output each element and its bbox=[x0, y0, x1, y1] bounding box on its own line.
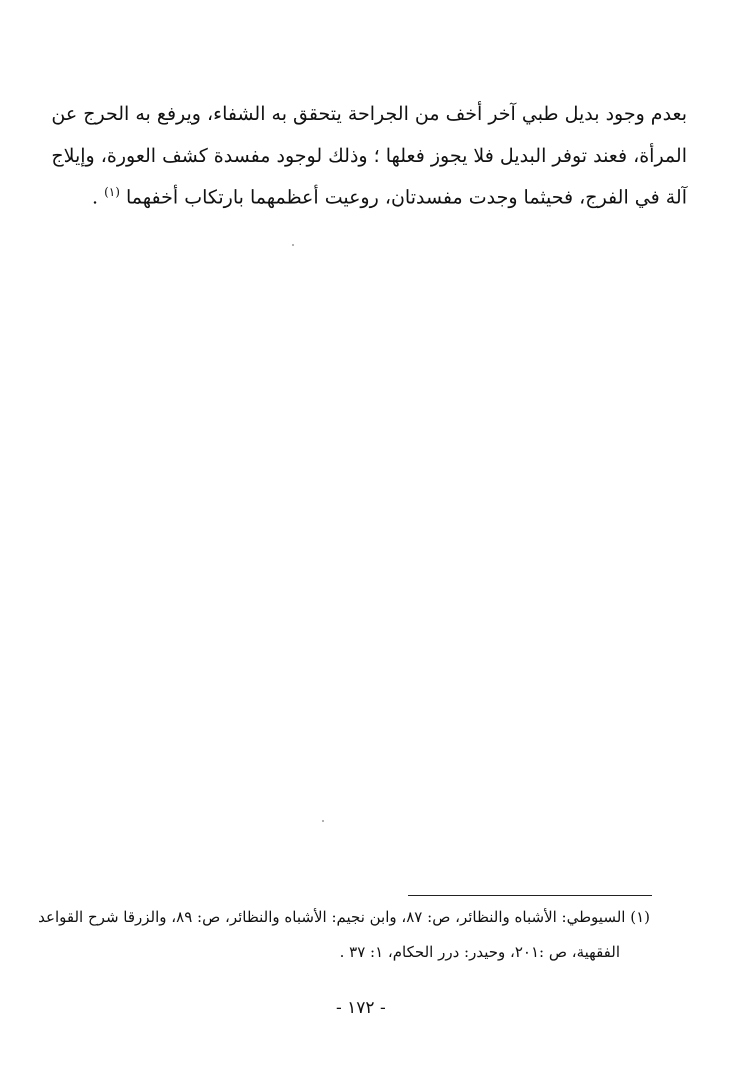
footnote-line-2: الفقهية، ص :٢٠١، وحيدر: درر الحكام، ١: ٣٧ . bbox=[339, 943, 620, 961]
scan-speck bbox=[322, 820, 324, 822]
paragraph-line-3-text: آلة في الفرج، فحيثما وجدت مفسدتان، روعيت أعظمهما بارتكاب أخفهما bbox=[125, 186, 687, 209]
paragraph-line-1: بعدم وجود بديل طبي آخر أخف من الجراحة يتحقق به الشفاء، ويرفع به الحرج عن bbox=[51, 103, 687, 125]
scan-speck bbox=[292, 244, 294, 246]
paragraph-line-2: المرأة، فعند توفر البديل فلا يجوز فعلها ؛ وذلك لوجود مفسدة كشف العورة، وإيلاج bbox=[51, 145, 687, 167]
footnote-line-1: (١) السيوطي: الأشباه والنظائر، ص: ٨٧، وابن نجيم: الأشباه والنظائر، ص: ٨٩، والزرقا شرح القواعد bbox=[38, 908, 650, 926]
footnote-divider bbox=[408, 895, 652, 896]
paragraph-end-mark: . bbox=[92, 186, 99, 209]
footnote-reference: (١) bbox=[104, 185, 120, 199]
paragraph-line-3 bbox=[92, 185, 687, 208]
page-number: - ١٧٢ - bbox=[336, 998, 386, 1018]
